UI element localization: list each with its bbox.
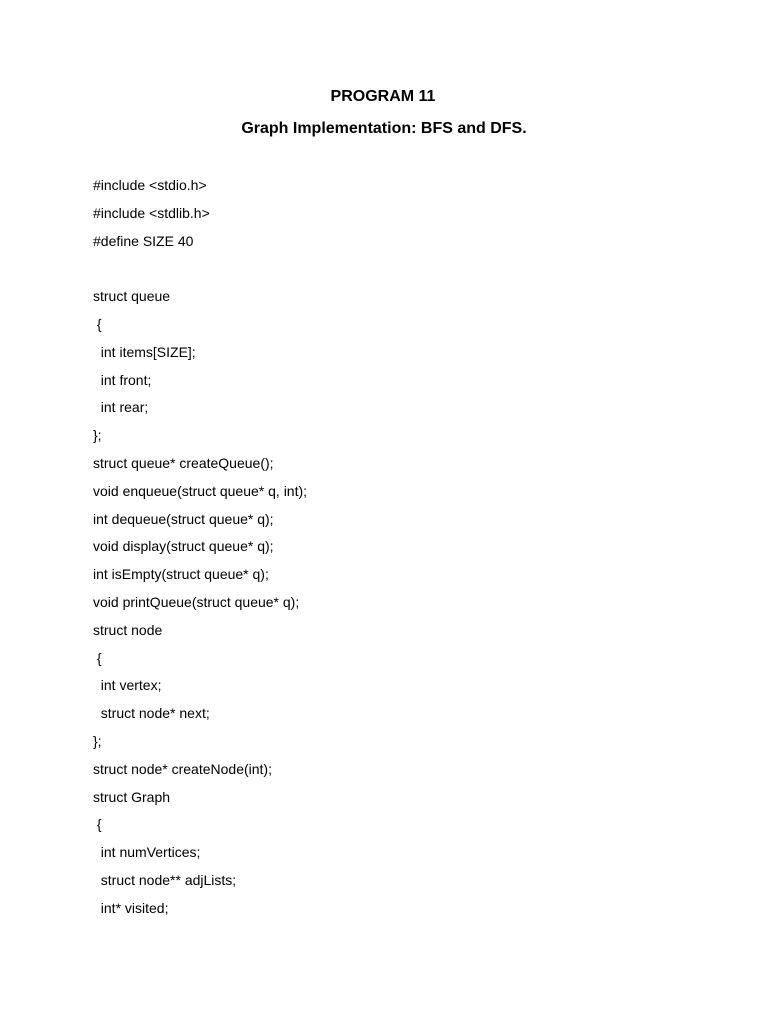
code-line: #include <stdlib.h> bbox=[93, 204, 210, 221]
code-line: int numVertices; bbox=[93, 844, 201, 861]
code-line: int isEmpty(struct queue* q); bbox=[93, 566, 269, 583]
code-line: struct node* next; bbox=[93, 705, 210, 722]
code-line: int* visited; bbox=[93, 899, 169, 916]
code-line: struct node** adjLists; bbox=[93, 871, 237, 888]
code-line: #define SIZE 40 bbox=[93, 232, 194, 249]
code-line: int front; bbox=[93, 371, 152, 388]
program-subtitle: Graph Implementation: BFS and DFS. bbox=[241, 120, 527, 137]
code-line: void enqueue(struct queue* q, int); bbox=[93, 482, 308, 499]
code-line: int items[SIZE]; bbox=[93, 343, 196, 360]
code-line: struct Graph bbox=[93, 788, 171, 805]
code-line: int rear; bbox=[93, 399, 149, 416]
program-title: PROGRAM 11 bbox=[330, 88, 436, 105]
code-line: struct queue bbox=[93, 288, 171, 305]
code-line: { bbox=[93, 816, 102, 833]
code-line: struct node bbox=[93, 621, 163, 638]
code-line: { bbox=[93, 649, 102, 666]
code-line: { bbox=[93, 315, 102, 332]
code-line: struct queue* createQueue(); bbox=[93, 454, 274, 471]
code-line: void printQueue(struct queue* q); bbox=[93, 593, 300, 610]
code-line: }; bbox=[93, 427, 102, 444]
code-line: int vertex; bbox=[93, 677, 162, 694]
code-listing bbox=[93, 175, 307, 926]
code-line: struct node* createNode(int); bbox=[93, 760, 272, 777]
code-line bbox=[93, 258, 307, 286]
code-line: int dequeue(struct queue* q); bbox=[93, 510, 274, 527]
code-line: void display(struct queue* q); bbox=[93, 538, 274, 555]
code-line: }; bbox=[93, 732, 102, 749]
code-line: #include <stdio.h> bbox=[93, 177, 207, 193]
